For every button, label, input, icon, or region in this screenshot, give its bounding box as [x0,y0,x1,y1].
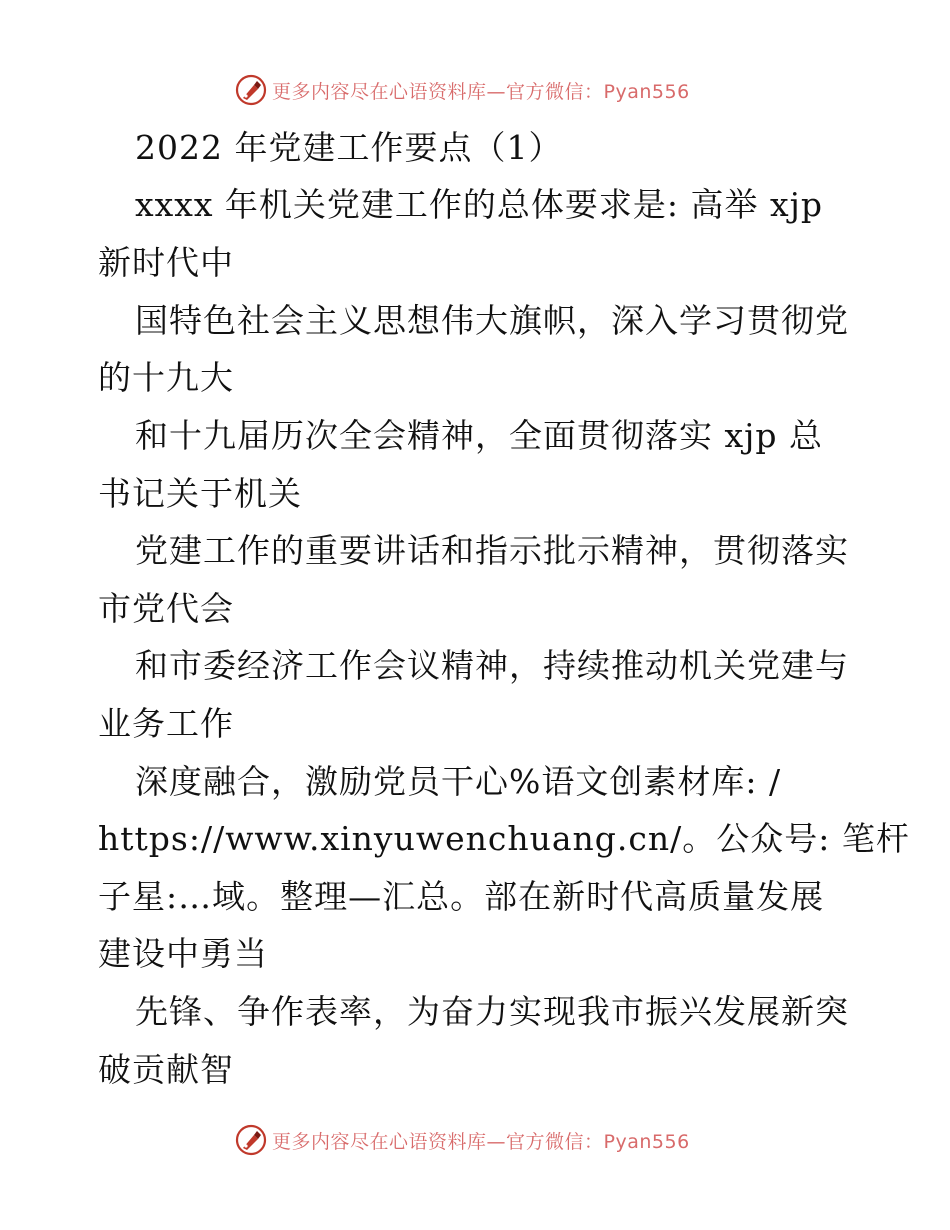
watermark-text: 更多内容尽在心语资料库—官方微信：Pyan556 [272,80,690,103]
paragraph-line: 先锋、争作表率，为奋力实现我市振兴发展新突 [135,992,849,1031]
paragraph-line: 党建工作的重要讲话和指示批示精神，贯彻落实 [135,531,849,570]
pen-nib-logo-icon [234,1123,268,1157]
paragraph-line: 子星:…域。整理—汇总。部在新时代高质量发展 [98,877,825,916]
footer-watermark-banner [0,1120,950,1160]
paragraph-line: 书记关于机关 [98,474,302,513]
paragraph-line: 破贡献智 [98,1050,234,1089]
paragraph-line: xxxx 年机关党建工作的总体要求是: 高举 xjp [135,185,823,224]
paragraph-line: 国特色社会主义思想伟大旗帜，深入学习贯彻党 [135,301,849,340]
document-title: 2022 年党建工作要点（1） [135,128,563,167]
paragraph-line: 新时代中 [98,243,234,282]
watermark-text: 更多内容尽在心语资料库—官方微信：Pyan556 [272,1130,690,1153]
paragraph-line: 市党代会 [98,589,234,628]
paragraph-line: 建设中勇当 [98,934,268,973]
paragraph-line: 和十九届历次全会精神，全面贯彻落实 xjp 总 [135,416,823,455]
paragraph-line: 和市委经济工作会议精神，持续推动机关党建与 [135,646,849,685]
paragraph-line: 的十九大 [98,358,234,397]
paragraph-line: https://www.xinyuwenchuang.cn/。公众号: 笔杆 [98,819,910,858]
paragraph-line: 业务工作 [98,704,234,743]
paragraph-line: 深度融合，激励党员干心%语文创素材库: / [135,762,782,801]
